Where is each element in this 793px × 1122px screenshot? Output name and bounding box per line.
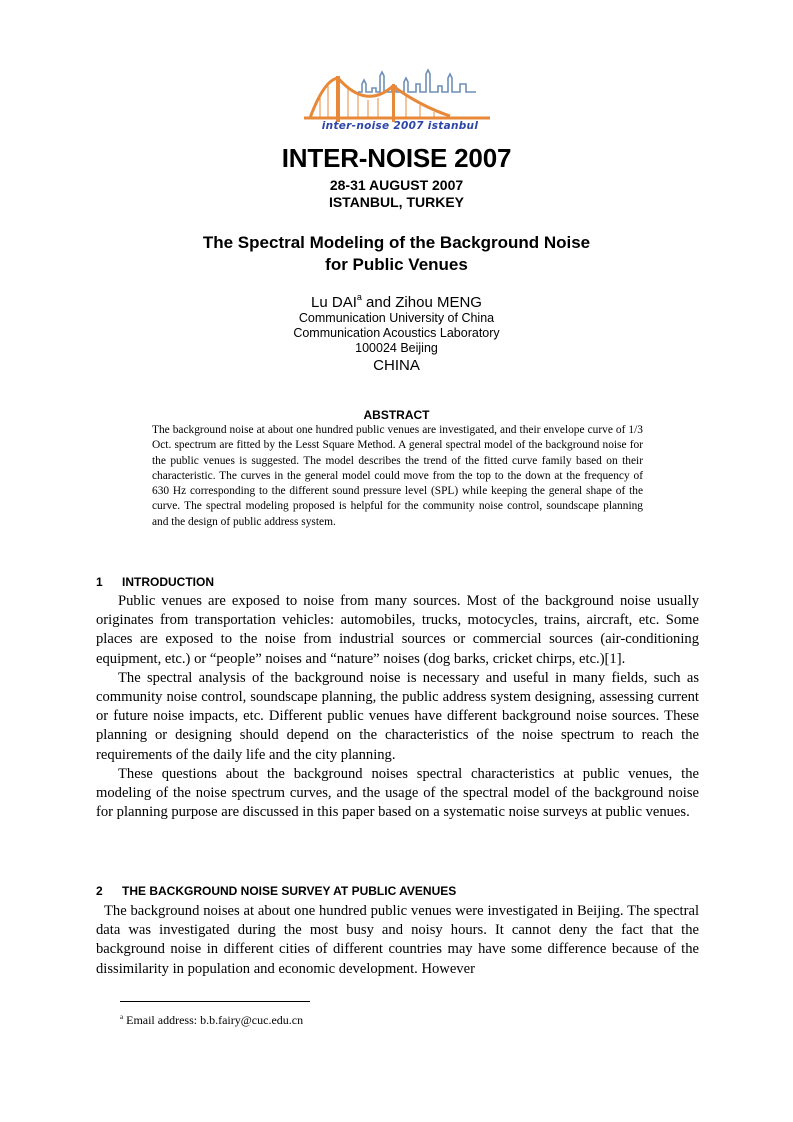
paragraph: The background noises at about one hundred public venues were investigated in Beijing. The spectral data was investigated during the most busy and noisy hours. It cannot deny the fact that the background noise in different cities of different countries may have some difference because of the dissimilarity in population and economic development. However	[96, 903, 699, 977]
section-heading	[96, 884, 456, 898]
conference-title: INTER-NOISE 2007	[281, 143, 512, 173]
author-footnote-mark: a	[356, 292, 362, 302]
abstract-text: The background noise at about one hundred public venues are investigated, and their envelope curve of 1/3 Oct. spectrum are fitted by the Lesst Square Method. A general spectral model of the background noise for the public venues is suggested. The model describes the trend of the fitted curve family based on their characteristic. The curves in the general model could move from the top to the down at the frequency of 630 Hz corresponding to the different sound pressure level (SPL) while keeping the general shape of the curve. The spectral modeling proposed is helpful for the community noise control, soundscape planning and the design of public address system.	[152, 424, 643, 528]
paper-title-line-1: The Spectral Modeling of the Background Noise	[202, 233, 591, 252]
footnote-divider	[120, 1001, 310, 1002]
author-name: Lu DAI	[311, 294, 357, 311]
author-line	[0, 292, 793, 311]
section-number: 2	[96, 884, 103, 898]
section-title: THE BACKGROUND NOISE SURVEY AT PUBLIC AVENUES	[122, 884, 457, 898]
conference-dates: 28-31 AUGUST 2007	[329, 177, 464, 193]
affiliation-university: Communication University of China	[298, 311, 495, 325]
abstract-heading: ABSTRACT	[363, 408, 430, 422]
author-name: Zihou MENG	[395, 294, 482, 311]
affiliation-laboratory: Communication Acoustics Laboratory	[293, 326, 500, 340]
affiliation-country: CHINA	[373, 357, 420, 374]
author-separator: and	[361, 294, 396, 311]
logo-caption: inter-noise 2007 istanbul	[321, 120, 479, 132]
paragraph: These questions about the background noises spectral characteristics at public venues, the modeling of the noise spectrum curves, and the usage of the spectral model of the background noise for planning purpose are discussed in this paper based on a systematic noise surveys at public venues.	[96, 765, 699, 821]
section-body	[96, 902, 699, 979]
paper-title-line-2: for Public Venues	[325, 255, 468, 274]
paragraph: The spectral analysis of the background noise is necessary and useful in many fields, such as community noise control, soundscape planning, the public address system designing, assessing current or future noise impacts, etc. Different public venues have different background noise sources. These planning or designing should depend on the characteristics of the noise spectrum to reach the requirements of the daily life and the city planning.	[96, 669, 699, 763]
footnote	[120, 1013, 303, 1028]
affiliation-city: 100024 Beijing	[355, 341, 438, 355]
footnote-text: Email address: b.b.fairy@cuc.edu.cn	[126, 1013, 304, 1027]
section-number: 1	[96, 575, 103, 589]
section-title: INTRODUCTION	[122, 575, 214, 589]
conference-location: ISTANBUL, TURKEY	[328, 194, 465, 210]
section-heading	[96, 575, 214, 589]
section-body	[96, 592, 699, 822]
paragraph: Public venues are exposed to noise from many sources. Most of the background noise usually originates from transportation vehicles: automobiles, trucks, motocycles, trains, aircraft, etc. Some places are exposed to the noise from industrial sources or commercial sources (air-conditioning equipment, etc.) or “people” noises and “nature” noises (dog barks, cricket chirps, etc.)[1].	[96, 593, 699, 667]
footnote-mark: a	[120, 1013, 124, 1021]
